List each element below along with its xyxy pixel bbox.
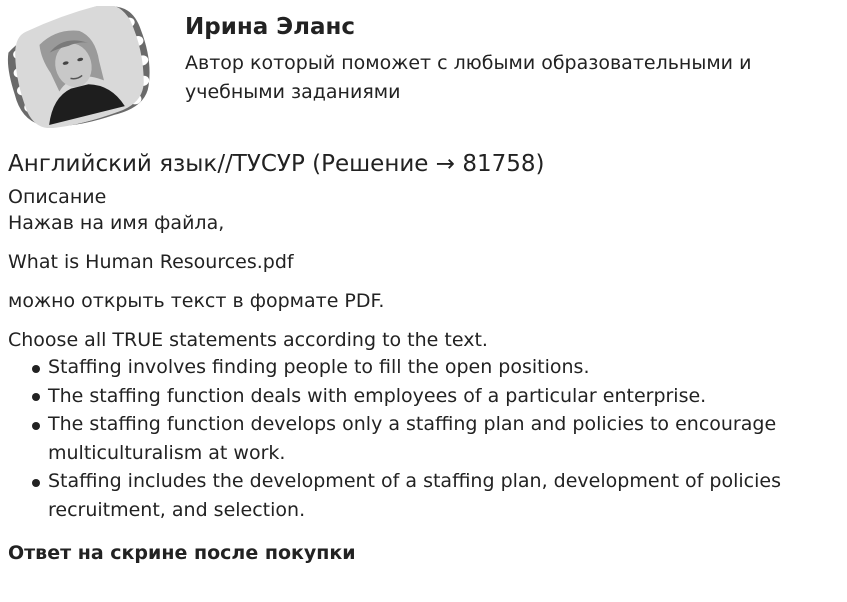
- intro-text: Нажав на имя файла,: [8, 212, 225, 234]
- bullet-icon: [32, 365, 40, 373]
- list-item: [8, 467, 838, 524]
- document-body: [8, 148, 838, 566]
- list-item: [8, 410, 838, 467]
- bullet-icon: [32, 479, 40, 487]
- document-title: Английский язык//ТУСУР (Решение → 81758): [8, 151, 545, 177]
- author-header: [0, 0, 847, 130]
- author-avatar: [6, 6, 152, 128]
- author-description: Автор который поможет с любыми образовательными и учебными заданиями: [185, 52, 752, 103]
- list-item: [8, 353, 838, 382]
- answer-note: Ответ на скрине после покупки: [8, 542, 356, 564]
- list-item: [8, 382, 838, 411]
- description-label: Описание: [8, 186, 107, 208]
- bullet-icon: [32, 393, 40, 401]
- file-name-text: What is Human Resources.pdf: [8, 251, 294, 273]
- statement-text: Staffing involves finding people to fill the open positions.: [48, 356, 590, 378]
- statement-text: Staffing includes the development of a staffing plan, development of policies recruitment, and selection.: [48, 470, 781, 521]
- statements-list: [8, 353, 838, 524]
- statement-text: The staffing function develops only a staffing plan and policies to encourage multiculturalism at work.: [48, 413, 777, 464]
- statement-text: The staffing function deals with employees of a particular enterprise.: [48, 384, 707, 407]
- open-hint-text: можно открыть текст в формате PDF.: [8, 290, 385, 312]
- bullet-icon: [32, 422, 40, 430]
- instruction-text: Choose all TRUE statements according to the text.: [8, 329, 488, 351]
- author-name: Ирина Эланс: [185, 14, 356, 40]
